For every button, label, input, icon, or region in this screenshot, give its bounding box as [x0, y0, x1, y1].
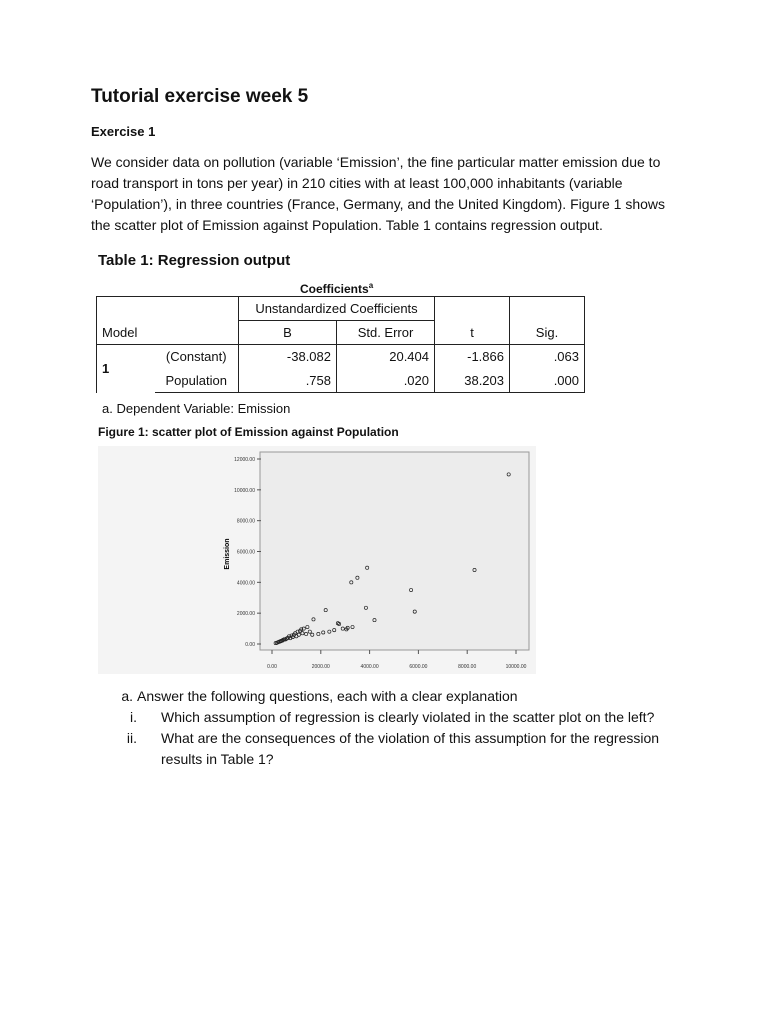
- row-name: Population: [155, 369, 239, 393]
- question-text: What are the consequences of the violation of this assumption for the regression: [161, 730, 660, 746]
- y-axis: [234, 457, 261, 648]
- question-number: a.: [121, 688, 133, 704]
- cell-sig: .000: [510, 369, 585, 393]
- group-header: Unstandardized Coefficients: [239, 297, 435, 321]
- x-tick-label: 10000.00: [505, 664, 527, 670]
- question-text: results in Table 1?: [161, 751, 274, 767]
- cell-se: 20.404: [337, 345, 435, 369]
- table-header-row: [97, 321, 585, 345]
- x-tick-label: 0.00: [267, 664, 277, 670]
- col-se: Std. Error: [337, 321, 435, 345]
- cell-b: .758: [239, 369, 337, 393]
- x-tick-label: 6000.00: [409, 664, 428, 670]
- cell-se: .020: [337, 369, 435, 393]
- intro-line: We consider data on pollution (variable ‘Emission’, the fine particular matter emission due to: [91, 154, 661, 170]
- cell-sig: .063: [510, 345, 585, 369]
- col-b: B: [239, 321, 337, 345]
- intro-line: road transport in tons per year) in 210 cities with at least 100,000 inhabitants (variable: [91, 175, 623, 191]
- y-tick-label: 8000.00: [236, 518, 255, 525]
- coefficients-label: Coefficients: [300, 282, 369, 296]
- table-row: [97, 369, 585, 393]
- table-footnote: a. Dependent Variable: Emission: [102, 401, 291, 416]
- scatter-plot-svg: [98, 446, 536, 674]
- y-tick-label: 6000.00: [236, 549, 255, 556]
- cell-b: -38.082: [239, 345, 337, 369]
- regression-table: [96, 296, 585, 393]
- table-row: [97, 345, 585, 369]
- header-empty-cell: [510, 297, 585, 321]
- cell-t: 38.203: [435, 369, 510, 393]
- col-t: t: [435, 321, 510, 345]
- header-empty-cell: [435, 297, 510, 321]
- cell-t: -1.866: [435, 345, 510, 369]
- y-axis-label: Emission: [224, 538, 231, 570]
- intro-line: the scatter plot of Emission against Population. Table 1 contains regression output.: [91, 217, 603, 233]
- x-tick-label: 8000.00: [458, 664, 477, 670]
- page-title: Tutorial exercise week 5: [91, 86, 309, 107]
- col-model: Model: [97, 321, 155, 345]
- y-tick-label: 4000.00: [236, 580, 255, 587]
- question-text: Answer the following questions, each with a clear explanation: [137, 688, 518, 704]
- figure-title: Figure 1: scatter plot of Emission against Population: [98, 425, 399, 439]
- y-tick-label: 2000.00: [236, 611, 255, 618]
- col-sig: Sig.: [510, 321, 585, 345]
- exercise-heading: Exercise 1: [91, 124, 156, 139]
- coefficients-superscript: a: [368, 281, 374, 290]
- row-name: (Constant): [155, 345, 239, 369]
- coefficients-title: [300, 281, 373, 296]
- x-axis: [267, 650, 527, 670]
- y-tick-label: 0.00: [245, 642, 255, 648]
- y-tick-label: 12000.00: [234, 457, 255, 463]
- question-number: ii.: [126, 730, 137, 746]
- y-tick-label: 10000.00: [234, 487, 255, 494]
- x-tick-label: 2000.00: [311, 664, 330, 670]
- question-text: Which assumption of regression is clearly violated in the scatter plot on the left?: [161, 709, 655, 725]
- header-empty-cell: [155, 321, 239, 345]
- intro-line: ‘Population’), in three countries (France, Germany, and the United Kingdom). Figure 1 shows: [91, 196, 666, 212]
- header-empty-cell: [97, 297, 239, 321]
- scatter-plot: [98, 446, 536, 674]
- x-tick-label: 4000.00: [360, 664, 379, 670]
- plot-area: [260, 452, 529, 650]
- table-header-row: [97, 297, 585, 321]
- intro-paragraph: [91, 152, 691, 236]
- model-number: 1: [97, 345, 155, 393]
- table-title: Table 1: Regression output: [98, 252, 291, 269]
- question-number: i.: [130, 709, 137, 725]
